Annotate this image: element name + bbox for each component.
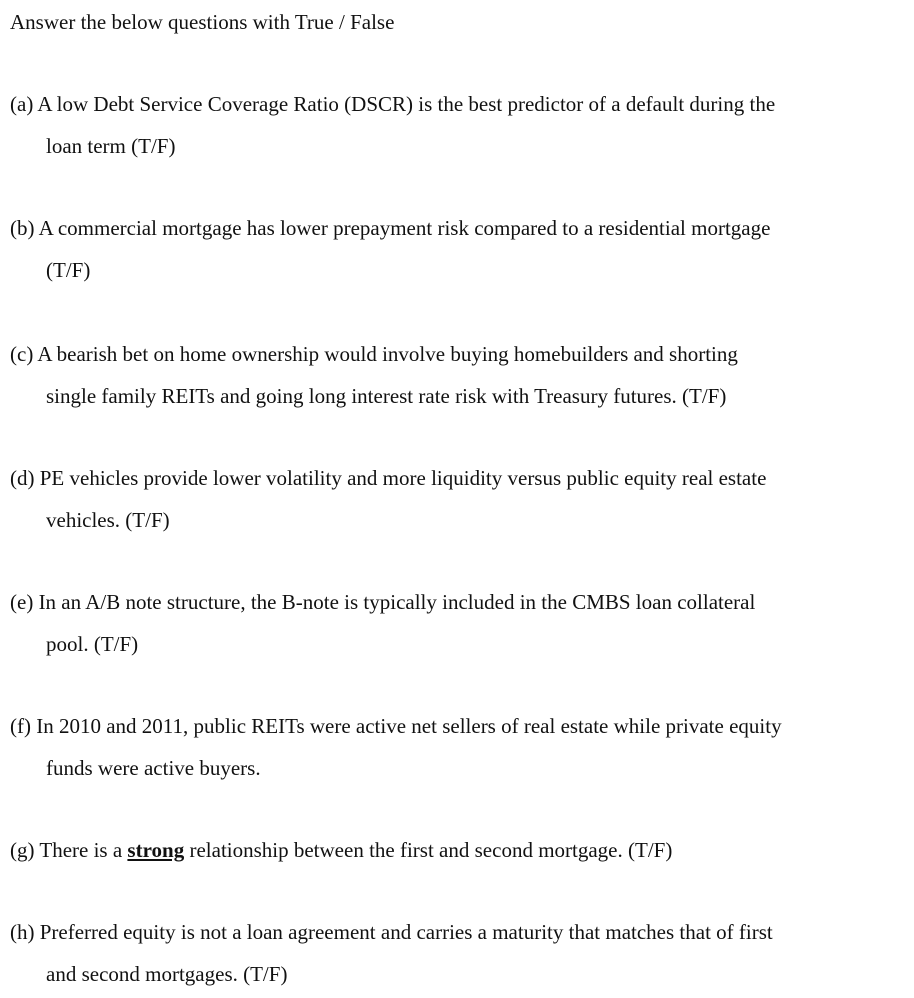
question-label: (c): [10, 342, 34, 366]
question-text-line1: A commercial mortgage has lower prepayment risk compared to a residential mortgage: [38, 216, 771, 240]
question-text-line1: In an A/B note structure, the B-note is typically included in the CMBS loan collateral: [38, 590, 756, 614]
emphasized-word: strong: [127, 838, 185, 862]
question-label: (e): [10, 590, 34, 614]
question-text-line1: PE vehicles provide lower volatility and more liquidity versus public equity real estate: [39, 466, 767, 490]
question-text-line1: In 2010 and 2011, public REITs were active net sellers of real estate while private equity: [36, 714, 782, 738]
question-text-line1: A low Debt Service Coverage Ratio (DSCR) is the best predictor of a default during the: [37, 92, 776, 116]
question-label: (a): [10, 92, 34, 116]
question-text-line2: and second mortgages. (T/F): [46, 962, 288, 986]
question-text-pre: There is a: [39, 838, 128, 862]
instruction-text: Answer the below questions with True / False: [10, 10, 395, 34]
question-text-line2: vehicles. (T/F): [46, 508, 170, 532]
question-text-line2: single family REITs and going long interest rate risk with Treasury futures. (T/F): [46, 384, 727, 408]
question-text-line2: (T/F): [46, 258, 91, 282]
question-label: (f): [10, 714, 31, 738]
question-label: (h): [10, 920, 35, 944]
question-text-line2: funds were active buyers.: [46, 756, 261, 780]
question-text-line2: pool. (T/F): [46, 632, 139, 656]
question-text-post: relationship between the first and second mortgage. (T/F): [184, 838, 673, 862]
question-label: (g): [10, 838, 35, 862]
question-label: (b): [10, 216, 35, 240]
question-label: (d): [10, 466, 35, 490]
question-text-line1: A bearish bet on home ownership would involve buying homebuilders and shorting: [37, 342, 738, 366]
question-text-line1: Preferred equity is not a loan agreement and carries a maturity that matches that of first: [39, 920, 773, 944]
question-text-line2: loan term (T/F): [46, 134, 176, 158]
